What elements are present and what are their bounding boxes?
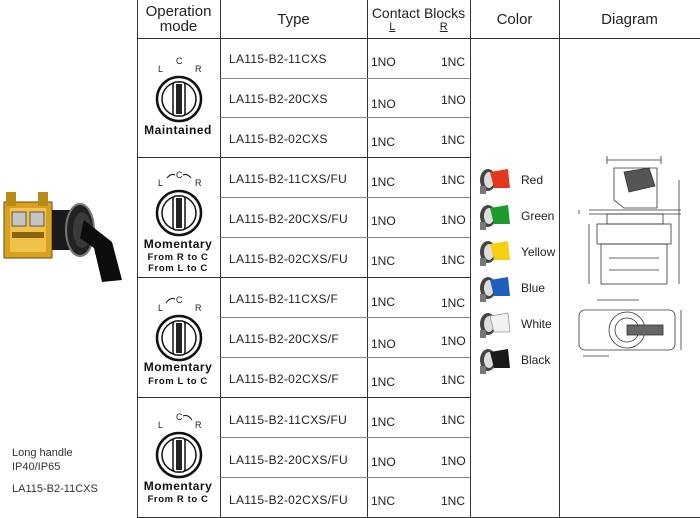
contact-r-cell: 1NO	[441, 93, 466, 107]
contact-l-cell: 1NO	[371, 97, 396, 111]
svg-text:C: C	[176, 295, 183, 305]
contact-l-cell: 1NC	[371, 295, 396, 309]
mode-label: Momentary	[143, 479, 213, 493]
color-option-red: Red	[472, 164, 562, 196]
mode-sub-label: From R to C	[147, 252, 209, 263]
contact-l-cell: 1NO	[371, 214, 396, 228]
contact-l-cell: 1NC	[371, 494, 396, 508]
color-option-blue: Blue	[472, 272, 562, 304]
type-cell: LA115-B2-02CXS/FU	[229, 252, 348, 266]
type-cell: LA115-B2-11CXS/F	[229, 292, 339, 306]
header-contact-l: L	[389, 21, 396, 33]
contact-r-cell: 1NC	[441, 494, 466, 508]
svg-text:L: L	[158, 64, 164, 74]
header-contact-r: R	[439, 21, 448, 33]
handle-label: Long handle	[12, 447, 73, 459]
protection-label: IP40/IP65	[12, 461, 61, 473]
type-cell: LA115-B2-20CXS/FU	[229, 212, 348, 226]
svg-text:L: L	[158, 178, 164, 188]
type-cell: LA115-B2-20CXS	[229, 92, 328, 106]
contact-r-cell: 1NC	[441, 373, 466, 387]
mode-sub-label: From L to C	[148, 263, 208, 274]
colored-handle-icon	[476, 236, 518, 268]
model-label: LA115-B2-11CXS	[12, 483, 98, 495]
selector-dial-icon	[149, 52, 209, 126]
contact-l-cell: 1NC	[371, 415, 396, 429]
svg-text:C: C	[176, 412, 183, 422]
svg-text:L: L	[158, 303, 164, 313]
contact-r-cell: 1NC	[441, 296, 466, 310]
mode-label: Momentary	[143, 237, 213, 251]
svg-text:R: R	[195, 420, 202, 430]
colored-handle-icon	[476, 164, 518, 196]
svg-text:L: L	[158, 420, 164, 430]
mode-label: Momentary	[143, 360, 213, 374]
contact-r-cell: 1NO	[441, 334, 466, 348]
colored-handle-icon	[476, 200, 518, 232]
contact-l-cell: 1NC	[371, 175, 396, 189]
contact-l-cell: 1NO	[371, 337, 396, 351]
contact-r-cell: 1NC	[441, 55, 466, 69]
color-option-white: White	[472, 308, 562, 340]
svg-text:R: R	[195, 303, 202, 313]
color-option-black: Black	[472, 344, 562, 376]
type-cell: LA115-B2-02CXS/FU	[229, 493, 348, 507]
contact-l-cell: 1NC	[371, 135, 396, 149]
type-cell: LA115-B2-02CXS/F	[229, 372, 339, 386]
contact-l-cell: 1NC	[371, 375, 396, 389]
header-type: Type	[277, 10, 310, 28]
header-color: Color	[496, 10, 533, 28]
contact-r-cell: 1NO	[441, 454, 466, 468]
spec-table	[137, 0, 700, 518]
colored-handle-icon	[476, 272, 518, 304]
mode-label: Maintained	[144, 123, 212, 137]
contact-r-cell: 1NC	[441, 253, 466, 267]
color-option-yellow: Yellow	[472, 236, 562, 268]
contact-r-cell: 1NC	[441, 133, 466, 147]
colored-handle-icon	[476, 308, 518, 340]
contact-r-cell: 1NC	[441, 413, 466, 427]
type-cell: LA115-B2-20CXS/F	[229, 332, 339, 346]
selector-dial-icon	[149, 408, 209, 482]
colored-handle-icon	[476, 344, 518, 376]
color-option-green: Green	[472, 200, 562, 232]
selector-dial-icon	[149, 166, 209, 240]
type-cell: LA115-B2-20CXS/FU	[229, 453, 348, 467]
dimension-diagram	[569, 150, 694, 365]
svg-text:C: C	[176, 56, 183, 66]
contact-l-cell: 1NC	[371, 254, 396, 268]
svg-text:R: R	[195, 178, 202, 188]
header-operation-mode: Operation mode	[145, 3, 212, 35]
contact-l-cell: 1NO	[371, 455, 396, 469]
contact-l-cell: 1NO	[371, 55, 396, 69]
contact-r-cell: 1NO	[441, 213, 466, 227]
type-cell: LA115-B2-11CXS/FU	[229, 413, 348, 427]
header-diagram: Diagram	[601, 10, 658, 28]
header-contact-blocks: Contact Blocks L R	[371, 5, 466, 33]
mode-sub-label: From L to C	[148, 376, 208, 387]
type-cell: LA115-B2-11CXS	[229, 52, 327, 66]
selector-dial-icon	[149, 291, 209, 365]
type-cell: LA115-B2-02CXS	[229, 132, 328, 146]
type-cell: LA115-B2-11CXS/FU	[229, 172, 348, 186]
svg-text:R: R	[195, 64, 202, 74]
product-photo	[2, 172, 132, 284]
contact-r-cell: 1NC	[441, 173, 466, 187]
mode-sub-label: From R to C	[147, 494, 209, 505]
svg-text:C: C	[176, 170, 183, 180]
